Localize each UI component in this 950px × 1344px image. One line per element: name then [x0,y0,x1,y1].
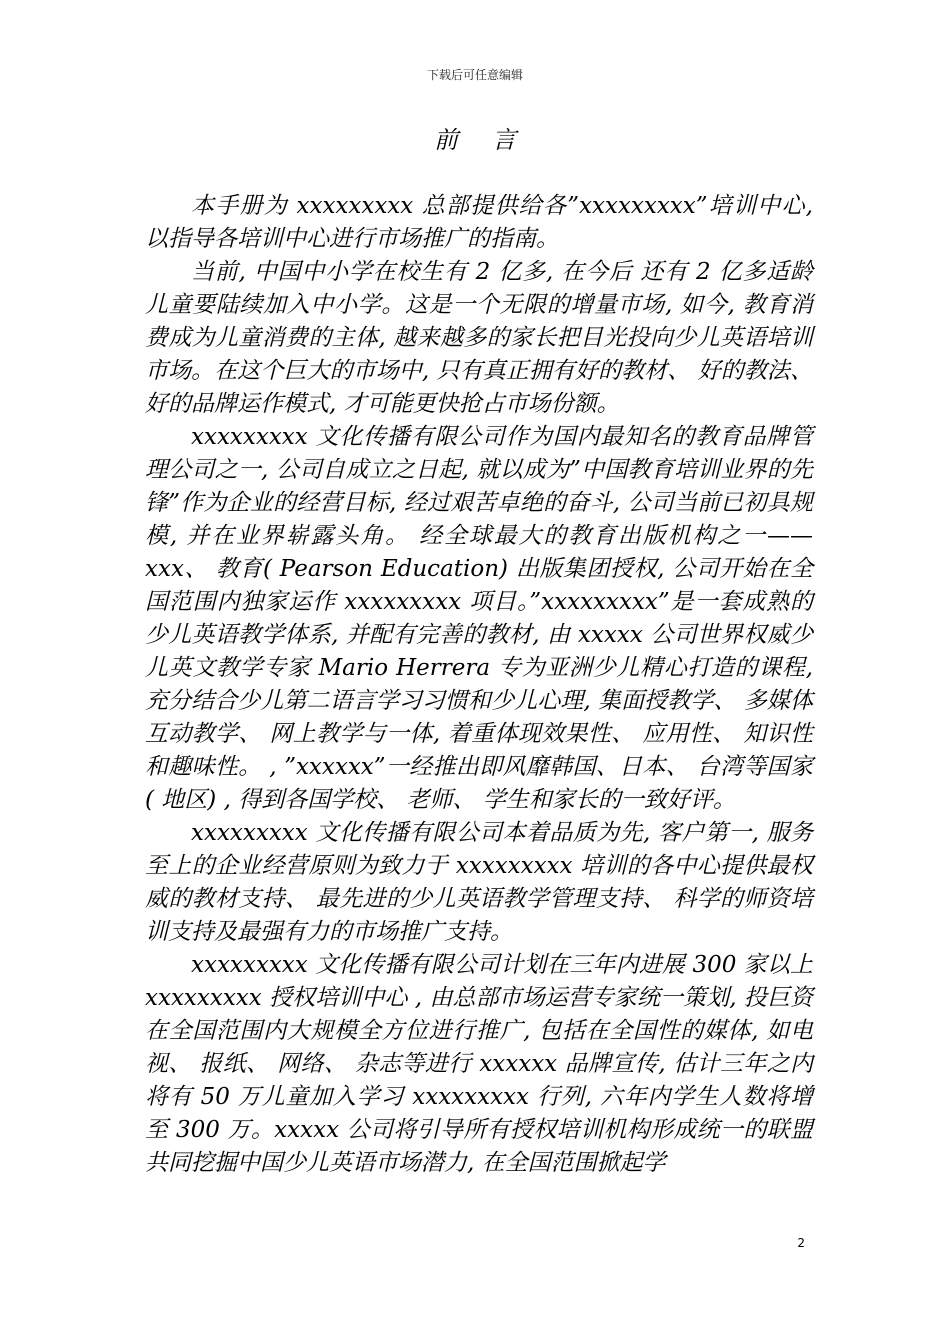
page-header: 下载后可任意编辑 [426,68,523,82]
paragraph-5: xxxxxxxxx 文化传播有限公司计划在三年内进展 300 家以上 xxxxxxxxx 授权培训中心 , 由总部市场运营专家统一策划, 投巨资在全国范围内大规模全方位进行推广, 包括在全国性的媒体, 如电视、 报纸、 网络、 杂志等进行 xxxxxx 品牌宣传, 估计三年之内将有 50 万儿童加入学习 xxxxxxxxx 行列, 六年内学生人数将增至 300 万。xxxxx 公司将引导所有授权培训机构形成统一的联盟共同挖掘中国少儿英语市场潜力, 在全国范围掀起学 [145,952,813,1176]
body-text [145,190,813,1180]
paragraph-3: xxxxxxxxx 文化传播有限公司作为国内最知名的教育品牌管理公司之一, 公司自成立之日起, 就以成为”中国教育培训业界的先锋”作为企业的经营目标, 经过艰苦卓绝的奋斗, 公司当前已初具规模, 并在业界崭露头角。 经全球最大的教育出版机构之一——xxx、 教育( Pearson Education) 出版集团授权, 公司开始在全国范围内独家运作 xxxxxxxxx 项目。”xxxxxxxxx”是一套成熟的少儿英语教学体系, 并配有完善的教材, 由 xxxxx 公司世界权威少儿英文教学专家 Mario Herrera 专为亚洲少儿精心打造的课程, 充分结合少儿第二语言学习习惯和少儿心理, 集面授教学、 多媒体互动教学、 网上教学与一体, 着重体现效果性、 应用性、 知识性和趣味性。 , ”xxxxxx”一经推出即风靡韩国、日本、 台湾等国家( 地区) , 得到各国学校、 老师、 学生和家长的一致好评。 [145,424,813,813]
paragraph-1: 本手册为 xxxxxxxxx 总部提供给各”xxxxxxxxx”培训中心,以指导各培训中心进行市场推广的指南。 [145,193,813,252]
paragraph-2: 当前, 中国中小学在校生有 2 亿多, 在今后 还有 2 亿多适龄儿童要陆续加入中小学。这是一个无限的增量市场, 如今, 教育消费成为儿童消费的主体, 越来越多的家长把目光投向少儿英语培训市场。在这个巨大的市场中, 只有真正拥有好的教材、 好的教法、 好的品牌运作模式, 才可能更快抢占市场份额。 [145,259,813,417]
page-title: 前言 [434,126,550,154]
paragraph-4: xxxxxxxxx 文化传播有限公司本着品质为先, 客户第一, 服务至上的企业经营原则为致力于 xxxxxxxxx 培训的各中心提供最权威的教材支持、 最先进的少儿英语教学管理支持、 科学的师资培训支持及最强有力的市场推广支持。 [145,820,813,945]
page-number: 2 [797,1236,805,1250]
